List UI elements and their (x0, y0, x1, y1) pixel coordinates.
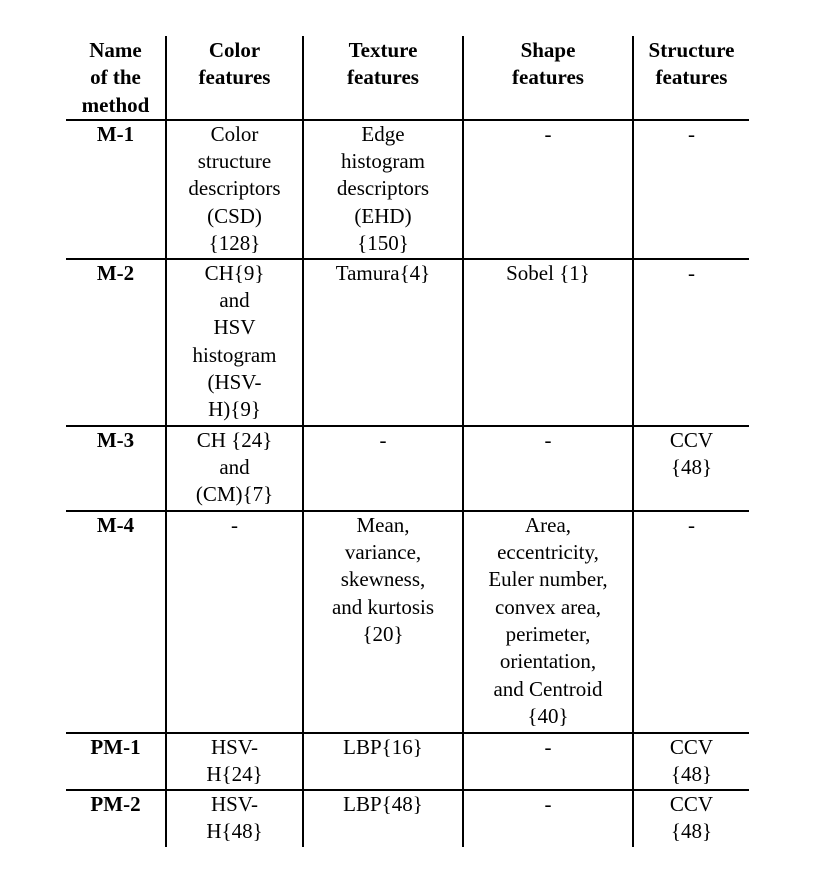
method-name-cell: M-1 (66, 120, 166, 259)
table-body (66, 120, 749, 847)
shape-features-cell: - (463, 120, 633, 259)
shape-features-cell: Area, eccentricity, Euler number, convex area, perimeter, orientation, and Centroid {40} (463, 511, 633, 733)
color-features-cell: Color structure descriptors (CSD) {128} (166, 120, 303, 259)
header-row (66, 36, 749, 120)
method-name-cell: M-3 (66, 426, 166, 511)
method-name-cell: M-4 (66, 511, 166, 733)
table-row (66, 511, 749, 733)
texture-features-cell: Tamura{4} (303, 259, 463, 426)
structure-features-cell: CCV {48} (633, 426, 749, 511)
header-color-features: Color features (166, 36, 303, 120)
table-row (66, 790, 749, 847)
table-row (66, 259, 749, 426)
color-features-cell: HSV- H{24} (166, 733, 303, 790)
texture-features-cell: Edge histogram descriptors (EHD) {150} (303, 120, 463, 259)
table-header (66, 36, 749, 120)
color-features-cell: CH {24} and (CM){7} (166, 426, 303, 511)
texture-features-cell: Mean, variance, skewness, and kurtosis {20} (303, 511, 463, 733)
features-table (66, 36, 749, 847)
shape-features-cell: - (463, 733, 633, 790)
shape-features-cell: - (463, 790, 633, 847)
header-texture-features: Texture features (303, 36, 463, 120)
texture-features-cell: LBP{16} (303, 733, 463, 790)
color-features-cell: - (166, 511, 303, 733)
structure-features-cell: CCV {48} (633, 733, 749, 790)
structure-features-cell: - (633, 511, 749, 733)
header-structure-features: Structure features (633, 36, 749, 120)
texture-features-cell: LBP{48} (303, 790, 463, 847)
table-row (66, 120, 749, 259)
color-features-cell: CH{9} and HSV histogram (HSV- H){9} (166, 259, 303, 426)
header-method-name: Name of the method (66, 36, 166, 120)
table-row (66, 733, 749, 790)
table-row (66, 426, 749, 511)
header-shape-features: Shape features (463, 36, 633, 120)
shape-features-cell: - (463, 426, 633, 511)
method-name-cell: PM-1 (66, 733, 166, 790)
structure-features-cell: - (633, 120, 749, 259)
color-features-cell: HSV- H{48} (166, 790, 303, 847)
method-name-cell: M-2 (66, 259, 166, 426)
structure-features-cell: - (633, 259, 749, 426)
method-name-cell: PM-2 (90, 791, 141, 816)
shape-features-cell: Sobel {1} (463, 259, 633, 426)
structure-features-cell: CCV {48} (633, 790, 749, 847)
texture-features-cell: - (303, 426, 463, 511)
